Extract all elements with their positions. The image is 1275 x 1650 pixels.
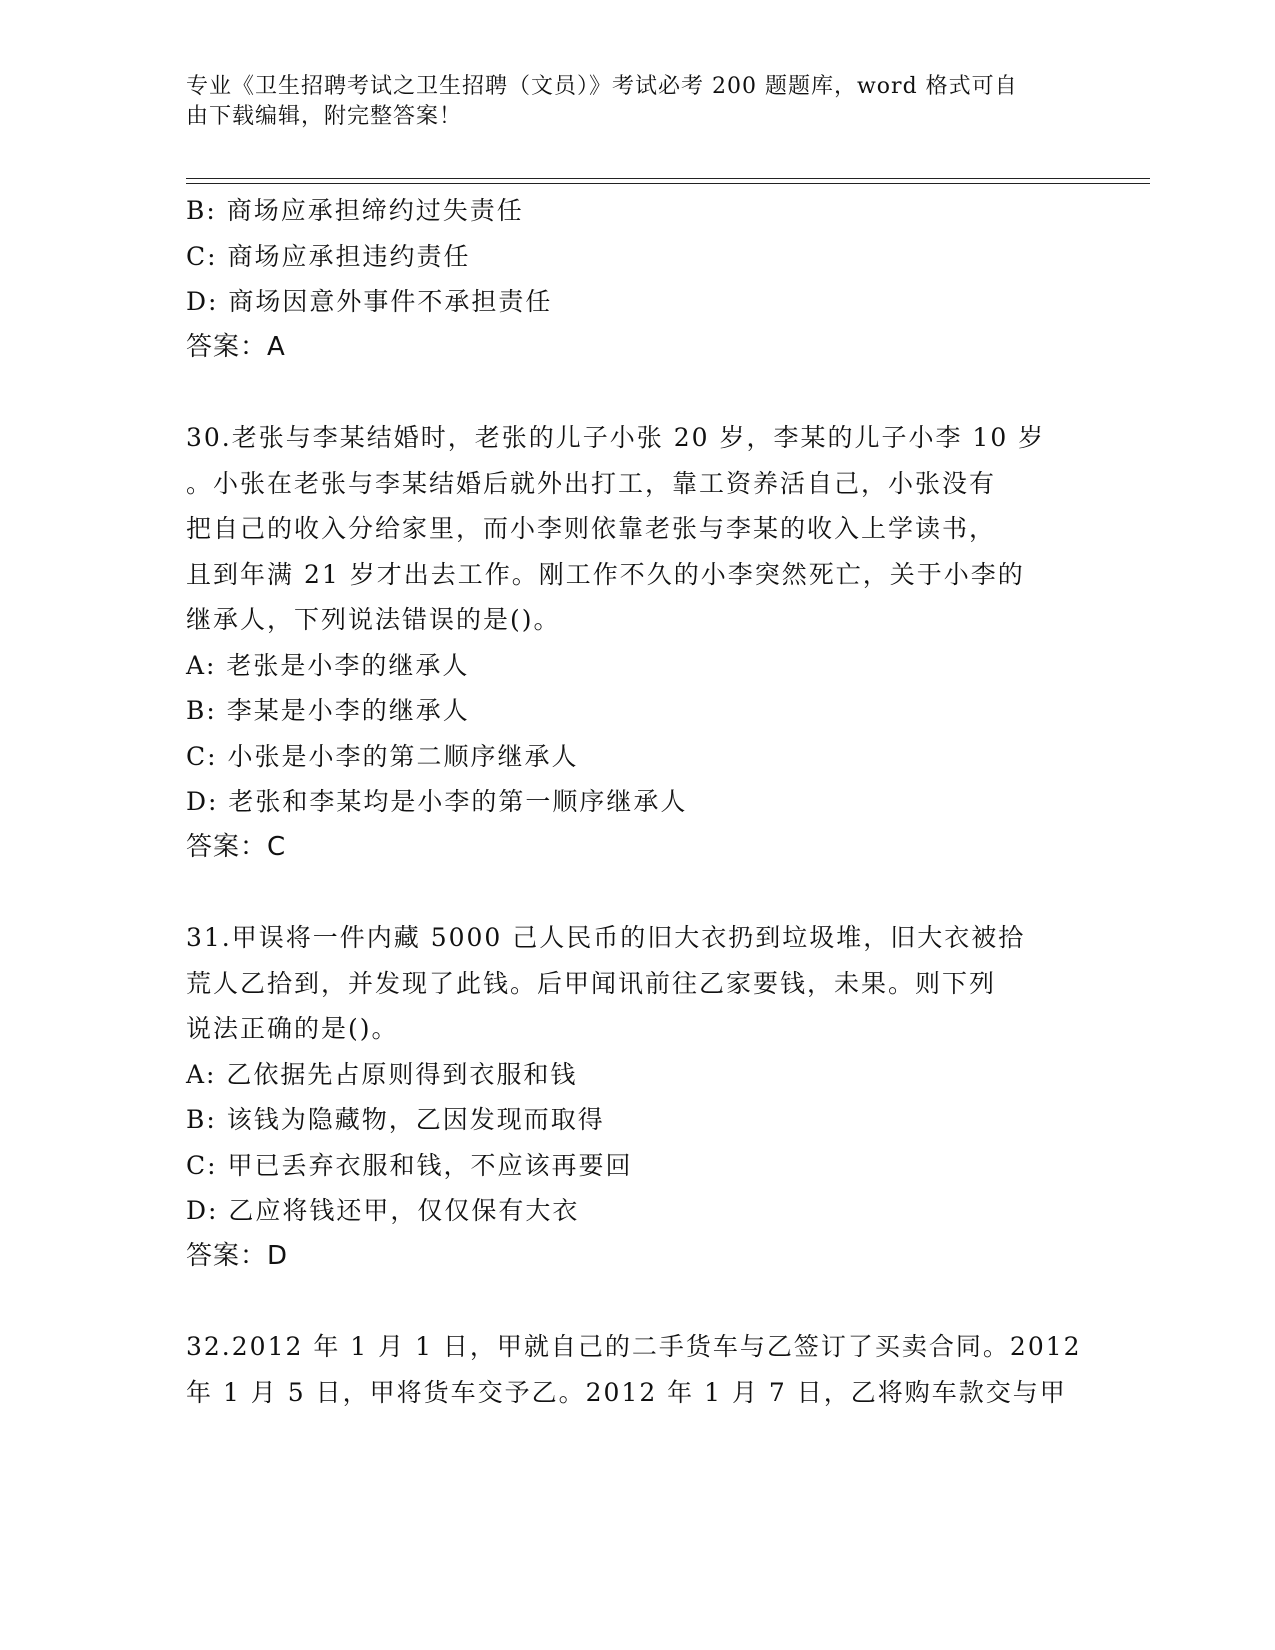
question-content	[186, 188, 1086, 1415]
option-d: D: 老张和李某均是小李的第一顺序继承人	[186, 787, 688, 816]
option-c: C: 甲已丢弃衣服和钱，不应该再要回	[186, 1150, 633, 1180]
question-29-tail	[186, 188, 1086, 370]
question-31	[186, 915, 1086, 1279]
header-divider-bottom	[186, 183, 1150, 184]
spacer	[186, 870, 1086, 915]
spacer	[186, 370, 1086, 415]
question-stem-line: 30.老张与李某结婚时，老张的儿子小张 20 岁，李某的儿子小李 10 岁	[186, 423, 1046, 452]
question-stem-line: 且到年满 21 岁才出去工作。刚工作不久的小李突然死亡，关于小李的	[186, 559, 1025, 589]
option-b: B: 李某是小李的继承人	[186, 696, 470, 725]
question-30	[186, 415, 1086, 870]
question-stem-line: 31.甲误将一件内藏 5000 己人民币的旧大衣扔到垃圾堆，旧大衣被拾	[186, 923, 1026, 952]
spacer	[186, 1279, 1086, 1324]
answer: 答案：D	[186, 1240, 289, 1271]
page-header	[186, 72, 1066, 132]
header-divider-top	[186, 178, 1150, 179]
option-d: D: 乙应将钱还甲，仅仅保有大衣	[186, 1196, 580, 1225]
question-32	[186, 1324, 1086, 1415]
question-stem-line: 32.2012 年 1 月 1 日，甲就自己的二手货车与乙签订了买卖合同。2012	[186, 1332, 1082, 1361]
option-b: B: 商场应承担缔约过失责任	[186, 196, 524, 225]
question-stem-line: 继承人，下列说法错误的是()。	[186, 605, 561, 634]
question-stem-line: 年 1 月 5 日，甲将货车交予乙。2012 年 1 月 7 日，乙将购车款交与甲	[186, 1377, 1067, 1407]
question-stem-line: 说法正确的是()。	[186, 1014, 399, 1043]
header-title-line-2: 由下载编辑，附完整答案！	[186, 104, 463, 129]
option-c: C: 商场应承担违约责任	[186, 241, 471, 271]
option-a: A: 乙依据先占原则得到衣服和钱	[186, 1059, 578, 1089]
question-stem-line: 把自己的收入分给家里，而小李则依靠老张与李某的收入上学读书，	[186, 514, 997, 543]
header-title-line-1: 专业《卫生招聘考试之卫生招聘（文员）》考试必考 200 题题库，word 格式可自	[186, 74, 1018, 99]
question-stem-line: 荒人乙拾到，并发现了此钱。后甲闻讯前往乙家要钱，未果。则下列	[186, 968, 997, 998]
option-c: C: 小张是小李的第二顺序继承人	[186, 741, 579, 771]
answer: 答案：C	[186, 831, 287, 862]
option-a: A: 老张是小李的继承人	[186, 650, 470, 680]
question-stem-line: 。小张在老张与李某结婚后就外出打工，靠工资养活自己，小张没有	[186, 468, 997, 498]
option-d: D: 商场因意外事件不承担责任	[186, 287, 553, 316]
answer: 答案：A	[186, 331, 286, 362]
option-b: B: 该钱为隐藏物，乙因发现而取得	[186, 1105, 605, 1134]
